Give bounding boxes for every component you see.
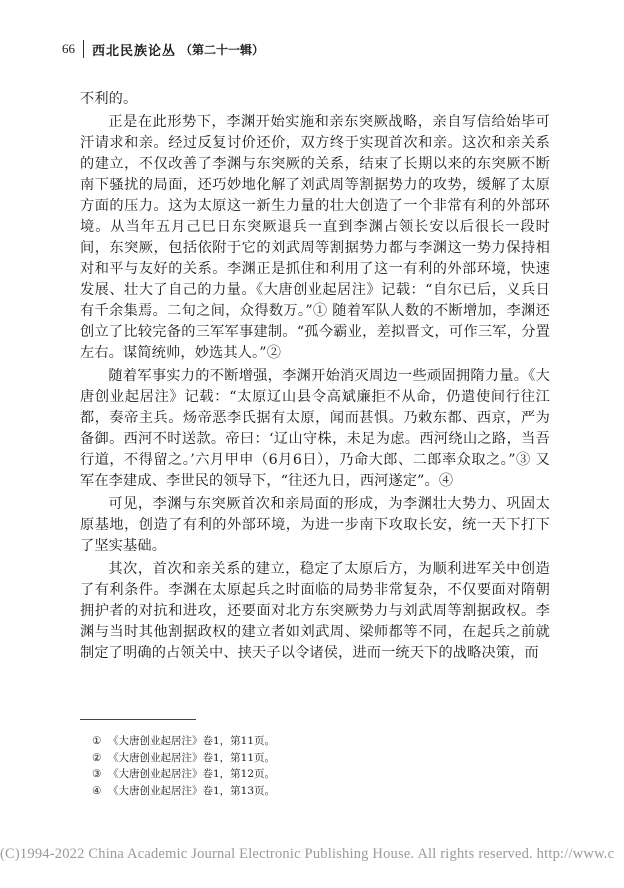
footnote-separator [80, 719, 196, 720]
footnote-text: 《大唐创业起居注》卷1，第12页。 [108, 768, 276, 780]
footnote [80, 766, 480, 783]
footnote-mark: ③ [92, 768, 102, 780]
footnote [80, 733, 480, 750]
footnote-text: 《大唐创业起居注》卷1，第11页。 [108, 735, 276, 747]
paragraph: 随着军事实力的不断增强，李渊开始消灭周边一些顽固拥隋力量。《大唐创业起居注》记载：“太原辽山县令高斌廉拒不从命，仍遣使间行往江都，奏帝主兵。炀帝恶李氏据有太原，闻而甚惧。乃敕东都、西京，严为备御。西河不时送款。帝曰：‘辽山守株，未足为虑。西河绕山之路，当吾行道，不得留之。’六月甲申（6月6日），乃命大郎、二郎率众取之。”③ 又军在李建成、李世民的领导下，“往还九日，西河遂定”。④ [80, 368, 550, 489]
paragraph: 其次，首次和亲关系的建立，稳定了太原后方，为顺利进军关中创造了有利条件。李渊在太原起兵之时面临的局势非常复杂，不仅要面对隋朝拥护者的对抗和进攻，还要面对北方东突厥势力与刘武周等割据政权。李渊与当时其他割据政权的建立者如刘武周、梁师都等不同，在起兵之前就制定了明确的占领关中、挟天子以令诸侯，进而一统天下的战略决策，而 [80, 561, 550, 661]
footnote-text: 《大唐创业起居注》卷1，第11页。 [108, 751, 276, 764]
header-divider [83, 40, 84, 58]
running-header [62, 38, 264, 60]
footnote [80, 750, 480, 767]
paragraph: 可见，李渊与东突厥首次和亲局面的形成，为李渊壮大势力、巩固太原基地，创造了有利的外部环境，为进一步南下攻取长安，统一天下打下了坚实基础。 [80, 496, 550, 554]
footnote-text: 《大唐创业起居注》卷1，第13页。 [108, 784, 276, 797]
footnote-mark: ② [92, 751, 102, 764]
paragraph: 正是在此形势下，李渊开始实施和亲东突厥战略，亲自写信给始毕可汗请求和亲。经过反复讨价还价，双方终于实现首次和亲。这次和亲关系的建立，不仅改善了李渊与东突厥的关系，结束了长期以来的东突厥不断南下骚扰的局面，还巧妙地化解了刘武周等割据势力的攻势，缓解了太原方面的压力。这为太原这一新生力量的壮大创造了一个非常有利的外部环境。从当年五月己巳日东突厥退兵一直到李渊占领长安以后很长一段时间，东突厥，包括依附于它的刘武周等割据势力都与李渊这一势力保持相对和平与友好的关系。李渊正是抓住和利用了这一有利的外部环境，快速发展、壮大了自己的力量。《大唐创业起居注》记载：“自尔已后，义兵日有千余集焉。二旬之间，众得数万。”① 随着军队人数的不断增加，李渊还创立了比较完备的三军军事建制。“孤今霸业，差拟晋文，可作三军，分置左右。谋简统帅，妙选其人。”② [80, 114, 550, 361]
footnote-mark: ① [92, 735, 102, 747]
page-number: 66 [62, 41, 75, 56]
footnote [80, 783, 480, 800]
copyright-watermark: (C)1994-2022 China Academic Journal Electronic Publishing House. All rights reserved. http://www.c [0, 846, 615, 862]
footnote-list [80, 733, 480, 799]
article-body [80, 89, 550, 664]
paragraph: 不利的。 [80, 91, 138, 107]
journal-title: 西北民族论丛 [92, 43, 177, 59]
issue-label: （第二十一辑） [180, 42, 265, 57]
footnote-mark: ④ [92, 784, 102, 797]
